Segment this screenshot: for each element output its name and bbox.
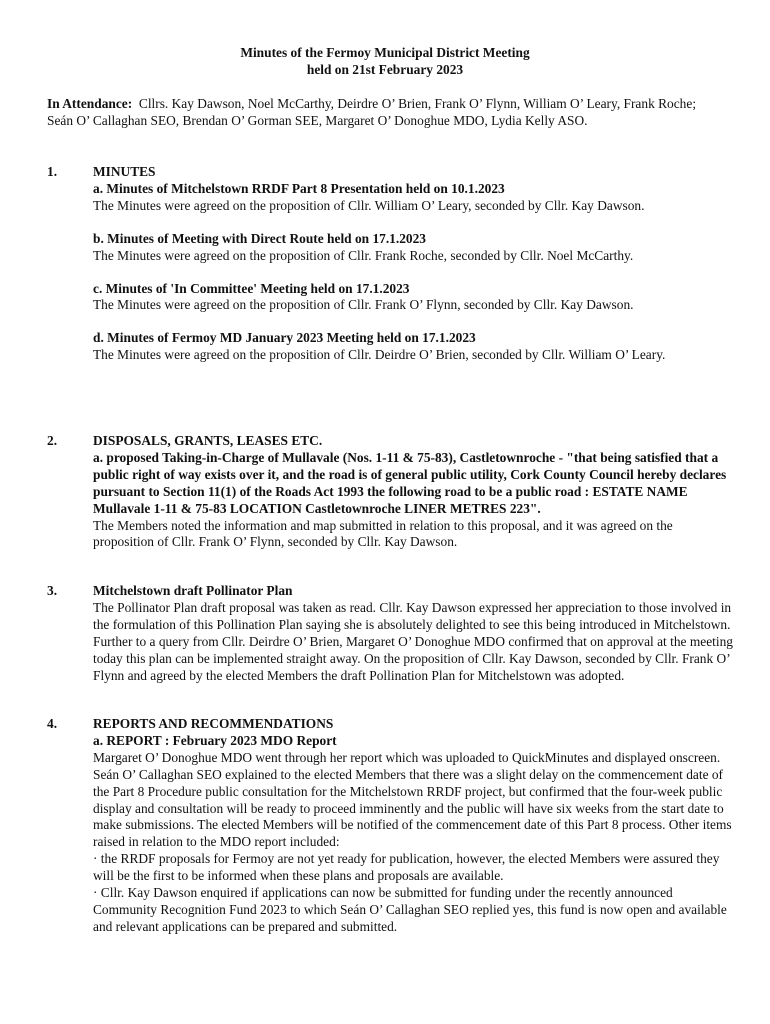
officials-list: Seán O’ Callaghan SEO, Brendan O’ Gorman SEE, Margaret O’ Donoghue MDO, Lydia Kelly ASO. (47, 112, 588, 128)
section-heading: DISPOSALS, GRANTS, LEASES ETC. (93, 433, 323, 448)
section-number: 3. (47, 583, 58, 598)
subsection-heading: d. Minutes of Fermoy MD January 2023 Meeting held on 17.1.2023 (93, 330, 476, 346)
subsection-heading: c. Minutes of 'In Committee' Meeting held on 17.1.2023 (93, 280, 410, 296)
section-body (93, 583, 733, 684)
section-body (93, 433, 733, 551)
section-body (93, 716, 733, 936)
subsection-text: Margaret O’ Donoghue MDO went through her report which was uploaded to QuickMinutes and displayed onscreen. Seán O’ Callaghan SEO explained to the elected Members that there was a slight delay on the commencement date of the Part 8 Procedure public consultation for the Mitchelstown RRDF project, but confirmed that the four-week public display and consultation will be ready to proceed imminently and the public will have six weeks from the start date to make submissions. The elected Members will be notified of the commencement date of this Part 8 process. Other items raised in relation to the MDO report included: (93, 749, 732, 850)
attendance-block (47, 96, 737, 130)
section-number: 2. (47, 433, 58, 448)
bullet-item: · Cllr. Kay Dawson enquired if applications can now be submitted for funding under the recently announced Community Recognition Fund 2023 to which Seán O’ Callaghan SEO replied yes, this fund is now open and available and relevant applications can be prepared and submitted. (93, 885, 727, 934)
title-line-2: held on 21st February 2023 (306, 62, 464, 77)
subsection-heading: a. REPORT : February 2023 MDO Report (93, 732, 337, 748)
section-body (93, 164, 733, 364)
section-text: The Pollinator Plan draft proposal was taken as read. Cllr. Kay Dawson expressed her appreciation to those involved in the formulation of this Pollination Plan saying she is absolutely delighted to see this being introduced in Mitchelstown. Further to a query from Cllr. Deirdre O’ Brien, Margaret O’ Donoghue MDO confirmed that on approval at the meeting today this plan can be implemented straight away. On the proposition of Cllr. Kay Dawson, seconded by Cllr. Frank O’ Flynn and agreed by the elected Members the draft Pollination Plan for Mitchelstown was adopted. (93, 599, 733, 683)
attendance-label: In Attendance: (47, 96, 133, 111)
subsection-heading: a. proposed Taking-in-Charge of Mullavale (Nos. 1-11 & 75-83), Castletownroche - "that being satisfied that a public right of way exists over it, and the road is of general public utility, Cork County Council hereby declares pursuant to Section 11(1) of the Roads Act 1993 the following road to be a public road : ESTATE NAME Mullavale 1-11 & 75-83 LOCATION Castletownroche LINER METRES 223". (93, 449, 727, 516)
section-number: 1. (47, 164, 58, 179)
attendance-councillors (47, 96, 737, 113)
bullet-item: · the RRDF proposals for Fermoy are not yet ready for publication, however, the elected Members were assured they will be the first to be informed when these plans and proposals are available. (93, 851, 720, 884)
subsection-heading: b. Minutes of Meeting with Direct Route held on 17.1.2023 (93, 230, 427, 246)
document-title (0, 44, 770, 78)
section-heading: Mitchelstown draft Pollinator Plan (93, 583, 293, 598)
subsection-text: The Minutes were agreed on the proposition of Cllr. Frank O’ Flynn, seconded by Cllr. Kay Dawson. (93, 297, 634, 313)
title-line-1: Minutes of the Fermoy Municipal District Meeting (240, 45, 530, 60)
subsection-text: The Minutes were agreed on the proposition of Cllr. Deirdre O’ Brien, seconded by Cllr. William O’ Leary. (93, 347, 666, 363)
subsection-text: The Members noted the information and map submitted in relation to this proposal, and it was agreed on the proposition of Cllr. Frank O’ Flynn, seconded by Cllr. Kay Dawson. (93, 517, 673, 550)
councillors-list: Cllrs. Kay Dawson, Noel McCarthy, Deirdre O’ Brien, Frank O’ Flynn, William O’ Leary, Frank Roche; (138, 96, 697, 111)
subsection-text: The Minutes were agreed on the proposition of Cllr. William O’ Leary, seconded by Cllr. Kay Dawson. (93, 197, 645, 213)
section-heading: REPORTS AND RECOMMENDATIONS (93, 716, 334, 731)
section-heading: MINUTES (93, 164, 156, 179)
subsection-text: The Minutes were agreed on the proposition of Cllr. Frank Roche, seconded by Cllr. Noel McCarthy. (93, 247, 634, 263)
subsection-heading: a. Minutes of Mitchelstown RRDF Part 8 Presentation held on 10.1.2023 (93, 180, 505, 196)
section-number: 4. (47, 716, 58, 731)
